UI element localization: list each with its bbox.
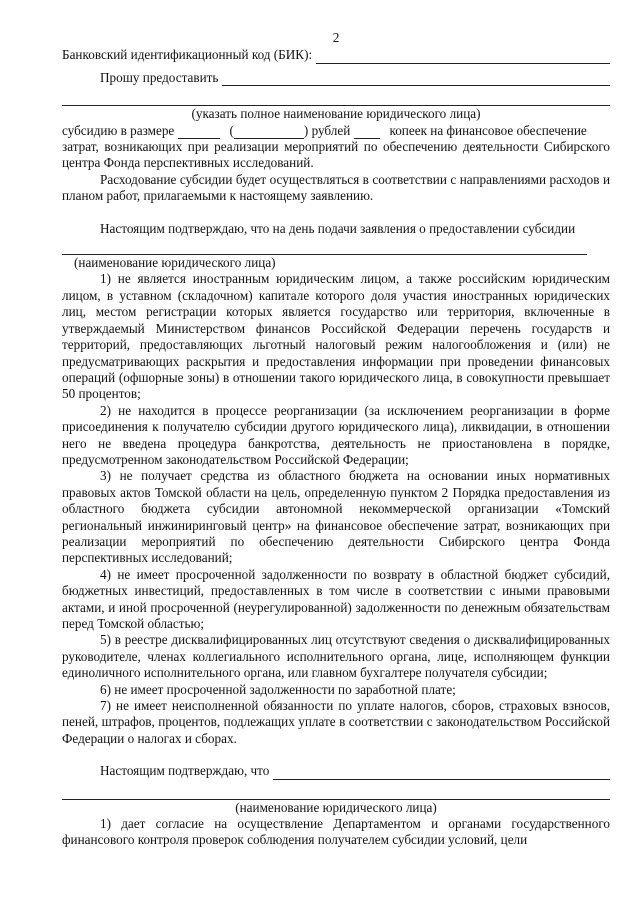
bik-field[interactable] (316, 50, 610, 64)
confirm2-text: Настоящим подтверждаю, что (100, 763, 270, 779)
condition-item: 3) не получает средства из областного бюджета на основании иных нормативных правовых актов Томской области на цель, определенную пунктом 2 Порядка предоставления из областного бюджета субсидии автономной некоммерческой организации «Томский региональный инжиниринговый центр» на финансовое обеспечение затрат, возникающих при реализации мероприятий по обеспечению деятельности Сибирского центра Фонда перспективных исследований; (62, 468, 610, 566)
subsidy-amount-line (62, 123, 610, 139)
confirm2-field[interactable] (273, 766, 610, 780)
condition-item: 5) в реестре дисквалифицированных лиц отсутствуют сведения о дисквалифицированных руководителе, членах коллегиального исполнительного органа, лице, исполняющем функции единоличного исполнительного органа, или главном бухгалтере получателя субсидии; (62, 632, 610, 681)
conditions-list (62, 271, 610, 747)
confirm1-text: Настоящим подтверждаю, что на день подачи заявления о предоставлении субсидии (100, 220, 576, 236)
subsidy-text-2: ( (229, 122, 234, 138)
confirm2-field-2[interactable] (62, 786, 610, 800)
consent-list (62, 816, 610, 849)
subsidy-text-rest: затрат, возникающих при реализации мероприятий по обеспечению деятельности Сибирского центра Фонда перспективных исследований. (62, 139, 610, 171)
bik-label: Банковский идентификационный код (БИК): (62, 47, 313, 63)
request-label: Прошу предоставить (100, 69, 219, 85)
subsidy-text-4: копеек на финансовое обеспечение (389, 122, 587, 138)
subsidy-text-3: ) рублей (303, 122, 351, 138)
request-caption: (указать полное наименование юридического лица) (191, 106, 481, 122)
kopecks-field[interactable] (354, 127, 380, 139)
request-field-2[interactable] (62, 92, 610, 106)
condition-item: 4) не имеет просроченной задолженности по возврату в областной бюджет субсидий, бюджетных инвестиций, предоставленных в том числе в соответствии с иными правовыми актами, и иной просроченной (неурегулированной) задолженности по денежным обязательствам перед Томской областью; (62, 566, 610, 631)
spending-text: Расходование субсидии будет осуществляться в соответствии с направлениями расходов и планом работ, прилагаемыми к настоящему заявлению. (62, 171, 610, 204)
confirm1-paragraph (62, 221, 610, 237)
subsidy-amount-field[interactable] (178, 127, 220, 139)
confirm1-field[interactable] (62, 241, 587, 255)
condition-item: 7) не имеет неисполненной обязанности по уплате налогов, сборов, страховых взносов, пеней, штрафов, процентов, подлежащих уплате в соответствии с законодательством Российской Федерации о налогах и сборах. (62, 698, 610, 746)
consent-item: 1) дает согласие на осуществление Департаментом и органами государственного финансового контроля проверок соблюдения получателем субсидии условий, цели (62, 816, 610, 848)
condition-item: 2) не находится в процессе реорганизации (за исключением реорганизации в форме присоединения к получателю субсидии другого юридического лица), ликвидации, в отношении него не введена процедура банкротства, деятельность не приостановлена в порядке, предусмотренном законодательством Российской Федерации; (62, 402, 610, 467)
page-number: 2 (332, 30, 340, 45)
confirm2-caption: (наименование юридического лица) (235, 799, 437, 815)
confirm2-line (62, 763, 610, 779)
document-page (62, 30, 610, 849)
request-line (62, 70, 610, 86)
spending-paragraph (62, 172, 610, 205)
bik-line (62, 47, 610, 63)
request-field[interactable] (222, 72, 610, 86)
subsidy-text-1: субсидию в размере (62, 122, 175, 138)
condition-item: 6) не имеет просроченной задолженности по заработной плате; (100, 681, 456, 697)
confirm1-caption: (наименование юридического лица) (74, 255, 276, 271)
condition-item: 1) не является иностранным юридическим лицом, а также российским юридическим лицом, в уставном (складочном) капитале которого доля участия иностранных юридических лиц, местом регистрации которых является государство или территория, включенные в утверждаемый Министерством финансов Российской Федерации перечень государств и территорий, предоставляющих льготный налоговый режим налогообложения и (или) не предусматривающих раскрытия и предоставления информации при проведении финансовых операций (офшорные зоны) в отношении такого юридического лица, в совокупности превышает 50 процентов; (62, 271, 610, 402)
subsidy-words-field[interactable] (234, 127, 304, 139)
